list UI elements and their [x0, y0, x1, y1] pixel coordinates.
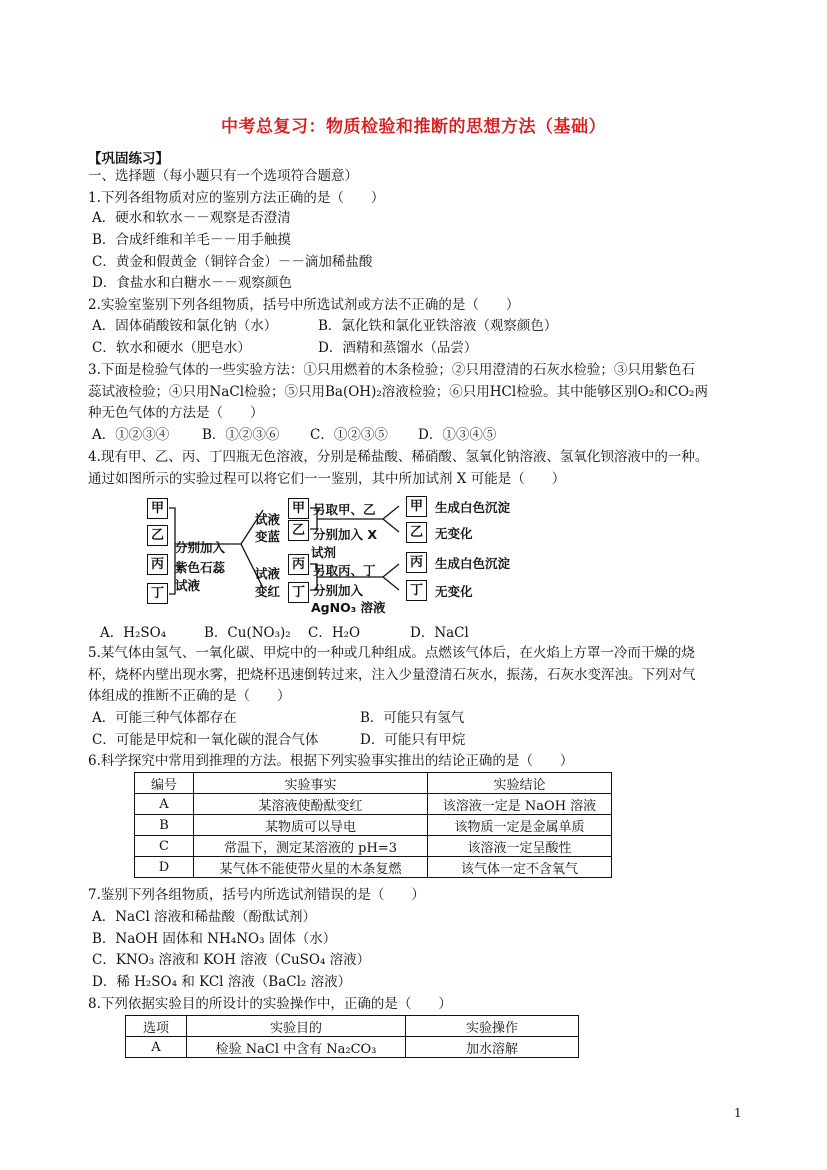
- q5-option-a: A．可能三种气体都存在: [92, 710, 237, 726]
- diagram-y-line1: 另取丙、丁: [313, 563, 376, 578]
- table-cell: 某物质可以导电: [194, 815, 428, 836]
- table-header-cell: 实验目的: [187, 1016, 406, 1037]
- q3-option-a: A．①②③④: [92, 427, 170, 443]
- table-cell: A: [135, 794, 194, 815]
- table-header-cell: 实验事实: [194, 773, 428, 794]
- table-cell: B: [135, 815, 194, 836]
- table-cell: 该溶液一定呈酸性: [428, 836, 612, 857]
- table-cell: D: [135, 857, 194, 878]
- diagram-blue-line1: 试液: [255, 512, 281, 527]
- q7-option-d: D．稀 H₂SO₄ 和 KCl 溶液（BaCl₂ 溶液）: [92, 974, 352, 990]
- q5-option-d: D．可能只有甲烷: [360, 732, 466, 748]
- diagram-box-yi: 乙: [147, 525, 168, 546]
- diagram-x-line3: 试剂: [311, 545, 337, 560]
- q4-option-c: C．H₂O: [308, 625, 361, 641]
- diagram-result-3: 生成白色沉淀: [435, 556, 511, 571]
- q2-option-c: C．软水和硬水（肥皂水）: [92, 340, 251, 356]
- q2-option-b: B．氯化铁和氯化亚铁溶液（观察颜色）: [318, 318, 558, 334]
- diagram-red-line1: 试液: [255, 566, 281, 581]
- q6-stem: 6.科学探究中常用到推理的方法。根据下列实验事实推出的结论正确的是（ ）: [88, 753, 574, 769]
- q5-stem-line3: 体组成的推断不正确的是（ ）: [88, 688, 291, 704]
- page-title: 中考总复习：物质检验和推断的思想方法（基础）: [221, 117, 606, 137]
- table-row: [135, 857, 612, 878]
- table-header-cell: 选项: [126, 1016, 187, 1037]
- q1-option-d: D．食盐水和白糖水－－观察颜色: [92, 275, 292, 291]
- table-header-row: [126, 1016, 579, 1037]
- diagram-step1-line1: 分别加入: [175, 540, 226, 555]
- table-cell: 该溶液一定是 NaOH 溶液: [428, 794, 612, 815]
- q2-stem: 2.实验室鉴别下列各组物质，括号中所选试剂或方法不正确的是（ ）: [88, 297, 520, 313]
- q1-option-c: C．黄金和假黄金（铜锌合金）－－滴加稀盐酸: [92, 254, 373, 270]
- q8-table: [125, 1015, 579, 1058]
- table-cell: A: [126, 1037, 187, 1058]
- diagram-result-4: 无变化: [435, 584, 473, 599]
- diagram-result-box-jia: 甲: [406, 496, 427, 517]
- table-cell: C: [135, 836, 194, 857]
- q4-stem-line1: 4.现有甲、乙、丙、丁四瓶无色溶液，分别是稀盐酸、稀硝酸、氢氧化钠溶液、氢氧化钡溶液中的一种。: [88, 449, 709, 465]
- diagram-mid-box-jia: 甲: [288, 498, 309, 519]
- table-cell: 该物质一定是金属单质: [428, 815, 612, 836]
- diagram-y-line3: AgNO₃ 溶液: [311, 600, 386, 615]
- diagram-box-ding: 丁: [147, 583, 168, 604]
- table-header-cell: 实验操作: [406, 1016, 579, 1037]
- section-heading: 【巩固练习】: [88, 151, 169, 167]
- diagram-result-box-bing: 丙: [406, 552, 427, 573]
- q7-option-c: C．KNO₃ 溶液和 KOH 溶液（CuSO₄ 溶液）: [92, 952, 371, 968]
- q5-stem-line2: 杯，烧杯内壁出现水雾，把烧杯迅速倒转过来，注入少量澄清石灰水，振荡，石灰水变浑浊。下列对气: [88, 667, 696, 683]
- q7-stem: 7.鉴别下列各组物质，括号内所选试剂错误的是（ ）: [88, 887, 425, 903]
- q4-option-d: D．NaCl: [410, 625, 469, 641]
- diagram-result-box-yi: 乙: [406, 522, 427, 543]
- q8-stem: 8.下列依据实验目的所设计的实验操作中，正确的是（ ）: [88, 996, 452, 1012]
- table-header-row: [135, 773, 612, 794]
- q4-option-b: B．Cu(NO₃)₂: [204, 625, 291, 641]
- diagram-x-line1: 另取甲、乙: [313, 502, 376, 517]
- diagram-mid-box-yi: 乙: [288, 520, 309, 541]
- diagram-mid-box-bing: 丙: [288, 554, 309, 575]
- table-row: [126, 1037, 579, 1058]
- diagram-step1-line2: 紫色石蕊: [175, 560, 226, 575]
- q7-option-a: A．NaCl 溶液和稀盐酸（酚酞试剂）: [92, 909, 317, 925]
- q1-stem: 1.下列各组物质对应的鉴别方法正确的是（ ）: [88, 190, 385, 206]
- q3-stem-line1: 3.下面是检验气体的一些实验方法：①只用燃着的木条检验；②只用澄清的石灰水检验；③只用紫色石: [88, 362, 695, 378]
- diagram-step1-line3: 试液: [175, 578, 201, 593]
- table-header-cell: 实验结论: [428, 773, 612, 794]
- diagram-result-1: 生成白色沉淀: [435, 500, 511, 515]
- q3-option-d: D．①③④⑤: [418, 427, 497, 443]
- table-cell: 检验 NaCl 中含有 Na₂CO₃: [187, 1037, 406, 1058]
- table-header-cell: 编号: [135, 773, 194, 794]
- diagram-box-jia: 甲: [147, 498, 168, 519]
- q5-option-c: C．可能是甲烷和一氧化碳的混合气体: [92, 732, 319, 748]
- q3-option-b: B．①②③⑥: [202, 427, 280, 443]
- diagram-box-bing: 丙: [147, 554, 168, 575]
- table-cell: 某气体不能使带火星的木条复燃: [194, 857, 428, 878]
- q2-option-d: D．酒精和蒸馏水（品尝）: [318, 340, 478, 356]
- table-row: [135, 815, 612, 836]
- diagram-x-line2: 分别加入 X: [313, 527, 377, 542]
- q6-table: [134, 772, 612, 878]
- q3-stem-line3: 种无色气体的方法是（ ）: [88, 405, 264, 421]
- diagram-blue-line2: 变蓝: [255, 529, 281, 544]
- q3-option-c: C．①②③⑤: [310, 427, 388, 443]
- page-number: 1: [734, 1106, 742, 1120]
- q1-option-a: A．硬水和软水－－观察是否澄清: [92, 210, 291, 226]
- diagram-y-line2: 分别加入: [313, 583, 364, 598]
- table-row: [135, 836, 612, 857]
- part-heading: 一、选择题（每小题只有一个选项符合题意）: [88, 168, 358, 184]
- diagram-red-line2: 变红: [255, 584, 281, 599]
- table-cell: 某溶液使酚酞变红: [194, 794, 428, 815]
- experiment-flow-diagram: [145, 492, 511, 615]
- q5-option-b: B．可能只有氢气: [360, 710, 465, 726]
- q7-option-b: B．NaOH 固体和 NH₄NO₃ 固体（水）: [92, 931, 337, 947]
- diagram-mid-box-ding: 丁: [288, 582, 309, 603]
- table-cell: 加水溶解: [406, 1037, 579, 1058]
- q1-option-b: B．合成纤维和羊毛－－用手触摸: [92, 232, 291, 248]
- table-cell: 常温下，测定某溶液的 pH=3: [194, 836, 428, 857]
- q5-stem-line1: 5.某气体由氢气、一氧化碳、甲烷中的一种或几种组成。点燃该气体后，在火焰上方罩一冷而干燥的烧: [88, 645, 695, 661]
- q2-option-a: A．固体硝酸铵和氯化钠（水）: [92, 318, 278, 334]
- diagram-result-2: 无变化: [435, 526, 473, 541]
- q4-stem-line2: 通过如图所示的实验过程可以将它们一一鉴别，其中所加试剂 X 可能是（ ）: [88, 471, 566, 487]
- diagram-result-box-ding: 丁: [406, 580, 427, 601]
- q4-option-a: A．H₂SO₄: [100, 625, 167, 641]
- q3-stem-line2: 蕊试液检验；④只用NaCl检验；⑤只用Ba(OH)₂溶液检验；⑥只用HCl检验。其中能够区别O₂和CO₂两: [88, 384, 708, 400]
- table-cell: 该气体一定不含氧气: [428, 857, 612, 878]
- table-row: [135, 794, 612, 815]
